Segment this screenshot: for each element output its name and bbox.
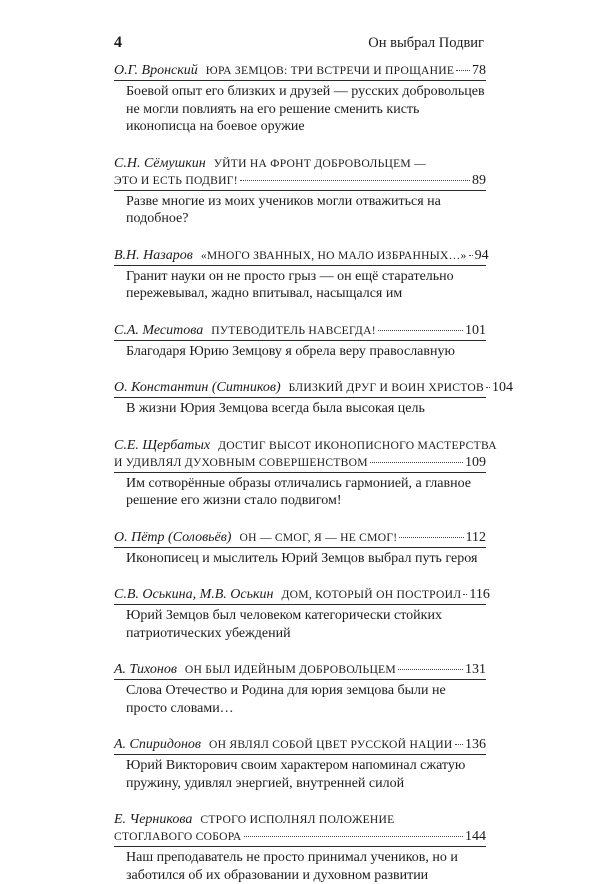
- dot-leader: [469, 255, 473, 256]
- dot-leader: [244, 836, 463, 837]
- entry-author: А. Спиридонов: [114, 737, 201, 752]
- toc-entry: [114, 62, 486, 136]
- toc-entry: [114, 661, 486, 717]
- toc-entry: [114, 155, 486, 228]
- entry-page-number: 109: [465, 454, 486, 470]
- entry-underline: [114, 190, 486, 191]
- dot-leader: [378, 330, 463, 331]
- entry-author: В.Н. Назаров: [114, 247, 193, 263]
- dot-leader: [486, 387, 490, 388]
- entry-underline: [114, 604, 486, 605]
- entry-underline: [114, 754, 486, 755]
- entry-page-number: 131: [465, 662, 486, 677]
- entry-page-number: 94: [474, 247, 489, 263]
- dot-leader: [398, 669, 463, 670]
- entry-author: О. Константин (Ситников): [114, 380, 281, 395]
- entry-title: «МНОГО ЗВАННЫХ, НО МАЛО ИЗБРАННЫХ…»: [200, 248, 467, 262]
- entry-description: Юрий Викторович своим характером напоминал сжатую пружину, удивлял энергией, внутренней силой: [126, 758, 466, 791]
- dot-leader: [463, 594, 467, 595]
- entry-author: А. Тихонов: [114, 662, 177, 677]
- entry-underline: [114, 340, 486, 341]
- entry-description: Юрий Земцов был человеком категорически стойких патриотических убеждений: [126, 608, 442, 641]
- table-of-contents: [114, 62, 514, 884]
- entry-page-number: 89: [472, 172, 486, 188]
- entry-description: Разве многие из моих учеников могли отважиться на подобное?: [126, 193, 441, 226]
- entry-underline: [114, 679, 486, 680]
- entry-page-number: 144: [465, 829, 486, 844]
- entry-underline: [114, 265, 486, 266]
- entry-description: Слова Отечество и Родина для юрия земцова были не просто словами…: [126, 683, 446, 716]
- page-number: 4: [114, 34, 122, 51]
- entry-author: С.А. Меситова: [114, 322, 204, 338]
- toc-entry: [114, 529, 486, 568]
- entry-description: Гранит науки он не просто грыз — он ещё старательно пережевывал, жадно впитывал, насыщался им: [126, 268, 454, 301]
- entry-title: ДОСТИГ ВЫСОТ ИКОНОПИСНОГО МАСТЕРСТВА: [218, 438, 497, 452]
- dot-leader: [370, 462, 463, 463]
- toc-entry-heading: [114, 379, 514, 396]
- entry-title: УЙТИ НА ФРОНТ ДОБРОВОЛЬЦЕМ —: [213, 156, 426, 170]
- toc-entry-heading: [114, 586, 490, 603]
- entry-title: ОН БЫЛ ИДЕЙНЫМ ДОБРОВОЛЬЦЕМ: [184, 663, 396, 676]
- toc-entry: [114, 437, 497, 510]
- entry-title: ЮРА ЗЕМЦОВ: ТРИ ВСТРЕЧИ И ПРОЩАНИЕ: [205, 64, 455, 77]
- entry-title: ОН ЯВЛЯЛ СОБОЙ ЦВЕТ РУССКОЙ НАЦИИ: [209, 738, 453, 751]
- entry-title: БЛИЗКИЙ ДРУГ И ВОИН ХРИСТОВ: [288, 381, 485, 394]
- toc-entry-heading: [114, 62, 486, 79]
- entry-underline: [114, 80, 486, 81]
- dot-leader: [399, 537, 463, 538]
- dot-leader: [456, 70, 470, 71]
- toc-entry-heading: [114, 437, 497, 454]
- page-header: [114, 34, 484, 54]
- entry-title: ОН — СМОГ, Я — НЕ СМОГ!: [239, 530, 398, 544]
- dot-leader: [455, 744, 463, 745]
- entry-underline: [114, 846, 486, 847]
- entry-description: Иконописец и мыслитель Юрий Земцов выбрал путь героя: [126, 550, 478, 566]
- entry-page-number: 136: [465, 737, 486, 752]
- entry-page-number: 112: [465, 529, 486, 545]
- entry-title: ПУТЕВОДИТЕЛЬ НАВСЕГДА!: [211, 323, 376, 337]
- running-title: Он выбрал Подвиг: [368, 35, 484, 51]
- toc-entry-heading: [114, 247, 489, 264]
- entry-author: О. Пётр (Соловьёв): [114, 529, 232, 545]
- toc-entry-heading: [114, 661, 486, 678]
- toc-entry-heading-continued: [114, 828, 486, 845]
- entry-description: В жизни Юрия Земцова всегда была высокая цель: [126, 401, 425, 416]
- toc-entry: [114, 247, 489, 303]
- toc-entry-heading-continued: [114, 172, 486, 189]
- entry-page-number: 78: [472, 63, 486, 78]
- entry-description: Боевой опыт его близких и друзей — русских добровольцев не могли повлиять на его решение сменить кисть иконописца на боевое оружие: [126, 84, 485, 134]
- entry-title-continued: СТОГЛАВОГО СОБОРА: [114, 830, 242, 843]
- entry-page-number: 101: [465, 322, 486, 338]
- entry-description: Им сотворённые образы отличались гармонией, а главное решение его жизни стало подвигом!: [126, 475, 471, 508]
- entry-author: Е. Черникова: [114, 812, 193, 827]
- entry-author: О.Г. Вронский: [114, 63, 198, 78]
- entry-underline: [114, 397, 486, 398]
- entry-page-number: 116: [469, 587, 490, 602]
- dot-leader: [240, 180, 470, 181]
- entry-title: ДОМ, КОТОРЫЙ ОН ПОСТРОИЛ: [281, 588, 462, 601]
- entry-title: СТРОГО ИСПОЛНЯЛ ПОЛОЖЕНИЕ: [200, 813, 395, 826]
- toc-entry-heading: [114, 322, 486, 339]
- toc-entry-heading-continued: [114, 454, 486, 471]
- toc-entry-heading: [114, 529, 486, 546]
- toc-entry-heading: [114, 811, 486, 828]
- entry-underline: [114, 547, 486, 548]
- toc-entry-heading: [114, 736, 486, 753]
- toc-entry: [114, 322, 486, 361]
- toc-entry: [114, 586, 490, 642]
- entry-description: Наш преподаватель не просто принимал учеников, но и заботился об их образовании и духовном развитии: [126, 850, 458, 883]
- entry-author: С.Е. Щербатых: [114, 437, 211, 453]
- entry-author: С.Н. Сёмушкин: [114, 155, 206, 171]
- entry-page-number: 104: [492, 380, 514, 395]
- toc-entry: [114, 811, 486, 884]
- toc-entry-heading: [114, 155, 486, 172]
- toc-entry: [114, 736, 486, 792]
- entry-description: Благодаря Юрию Земцову я обрела веру православную: [126, 343, 455, 359]
- entry-author: С.В. Оськина, М.В. Оськин: [114, 587, 274, 602]
- entry-title-continued: ЭТО И ЕСТЬ ПОДВИГ!: [114, 173, 238, 187]
- toc-entry: [114, 379, 514, 418]
- entry-underline: [114, 472, 486, 473]
- entry-title-continued: И УДИВЛЯЛ ДУХОВНЫМ СОВЕРШЕНСТВОМ: [114, 455, 368, 469]
